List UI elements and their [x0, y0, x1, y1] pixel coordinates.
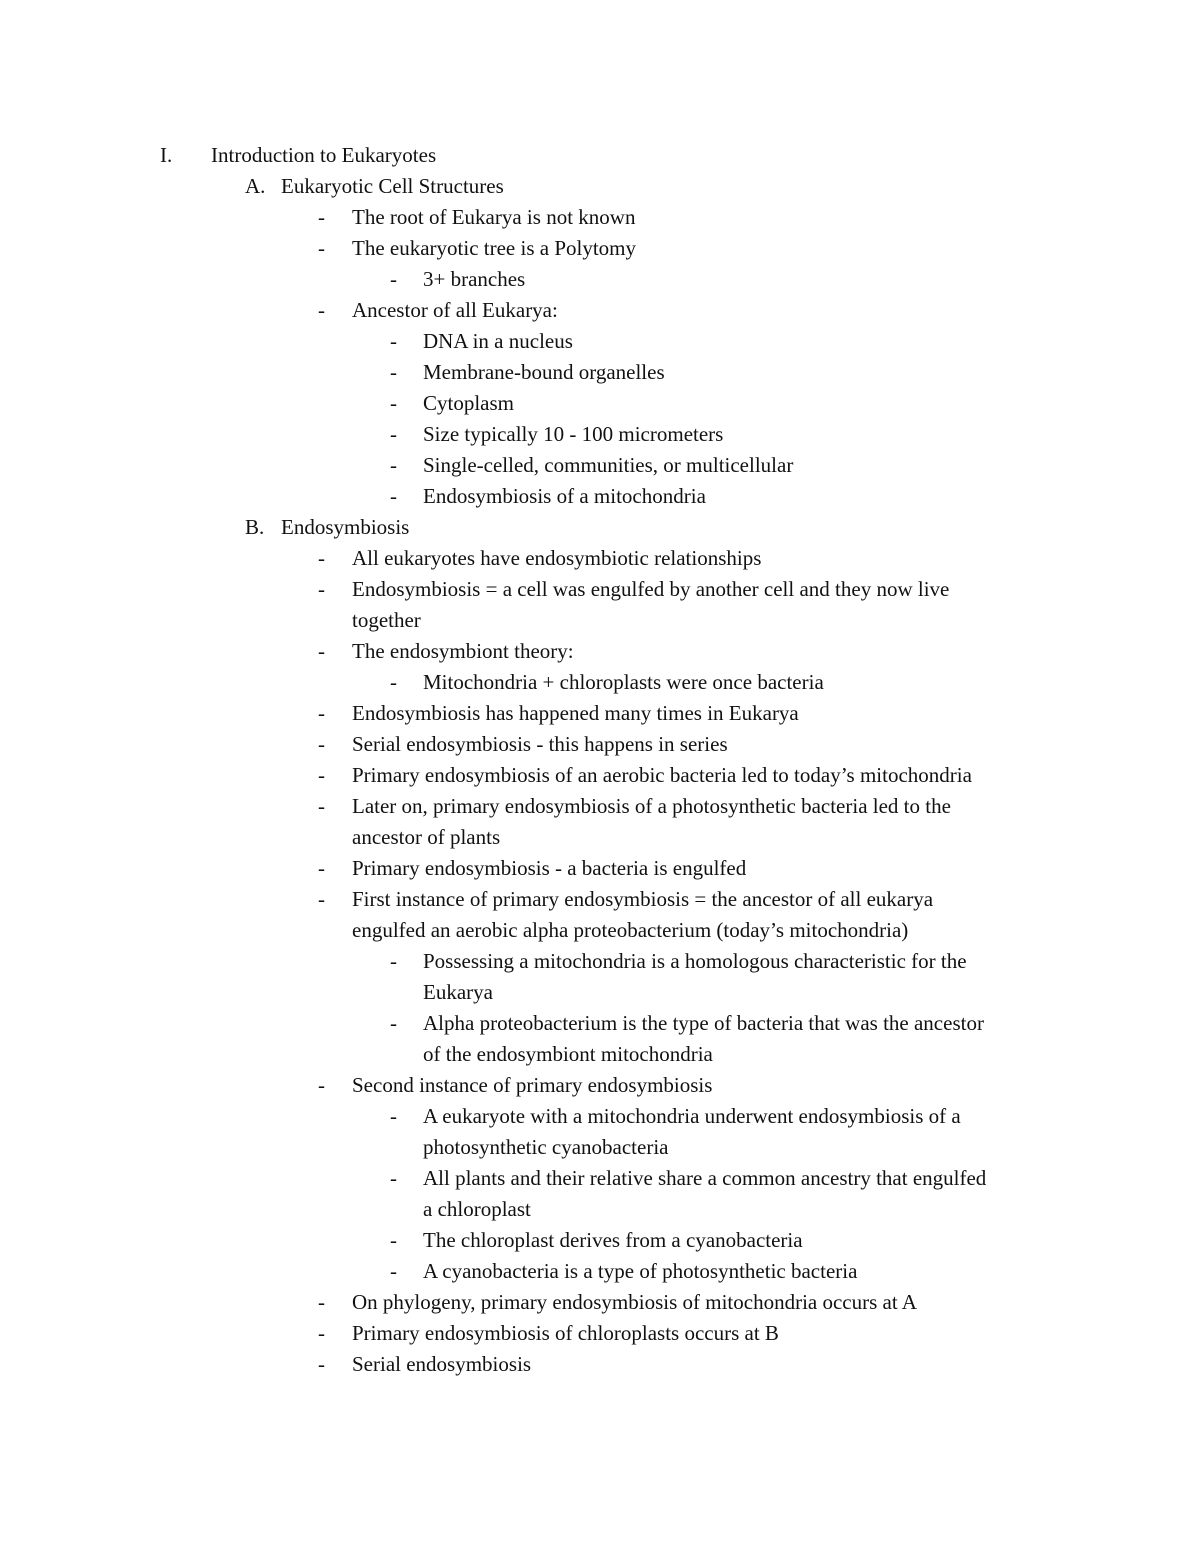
- outline-marker: -: [390, 453, 397, 477]
- outline-line: [0, 667, 1200, 698]
- outline-line: [0, 450, 1200, 481]
- outline-marker: -: [318, 856, 325, 880]
- outline-line: [0, 295, 1200, 326]
- outline-text: On phylogeny, primary endosymbiosis of mitochondria occurs at A: [352, 1290, 917, 1314]
- outline-marker: -: [390, 329, 397, 353]
- outline-text: Serial endosymbiosis - this happens in series: [352, 732, 728, 756]
- outline-marker: -: [318, 701, 325, 725]
- outline-line: [0, 1070, 1200, 1101]
- outline-text: Alpha proteobacterium is the type of bacteria that was the ancestor: [423, 1011, 984, 1035]
- outline-text: Primary endosymbiosis of an aerobic bacteria led to today’s mitochondria: [352, 763, 972, 787]
- outline-marker: -: [318, 639, 325, 663]
- outline-text: Eukarya: [423, 980, 493, 1004]
- outline-line: [0, 636, 1200, 667]
- outline-line: [0, 1256, 1200, 1287]
- outline-marker: -: [390, 391, 397, 415]
- outline-text: 3+ branches: [423, 267, 526, 291]
- outline-marker: -: [390, 949, 397, 973]
- outline-marker: -: [318, 794, 325, 818]
- outline-line: [0, 481, 1200, 512]
- outline-marker: -: [390, 1259, 397, 1283]
- outline-line: [0, 1349, 1200, 1380]
- outline-text: DNA in a nucleus: [423, 329, 573, 353]
- outline-line: [0, 1101, 1200, 1132]
- outline-text: Size typically 10 - 100 micrometers: [423, 422, 724, 446]
- outline-text: Endosymbiosis: [281, 515, 410, 539]
- outline-marker: -: [318, 1073, 325, 1097]
- outline-line: [0, 388, 1200, 419]
- outline-line: [0, 1008, 1200, 1039]
- outline-line: [0, 884, 1200, 915]
- outline-text: Single-celled, communities, or multicellular: [423, 453, 794, 477]
- outline-line: [0, 1287, 1200, 1318]
- outline-text: Serial endosymbiosis: [352, 1352, 532, 1376]
- outline-marker: -: [390, 1104, 397, 1128]
- outline-text: Membrane-bound organelles: [423, 360, 665, 384]
- outline-line: [0, 791, 1200, 822]
- document-page: [0, 140, 1200, 1380]
- outline-marker: A.: [245, 174, 266, 198]
- outline-marker: -: [318, 546, 325, 570]
- outline-line: [0, 1163, 1200, 1194]
- outline-marker: -: [390, 1011, 397, 1035]
- outline-line: [0, 760, 1200, 791]
- outline-line: [0, 605, 1200, 636]
- outline-text: The endosymbiont theory:: [352, 639, 574, 663]
- outline-text: Mitochondria + chloroplasts were once bacteria: [423, 670, 824, 694]
- outline-line: [0, 233, 1200, 264]
- outline-line: [0, 1318, 1200, 1349]
- outline-marker: -: [390, 422, 397, 446]
- outline-line: [0, 1039, 1200, 1070]
- outline-text: Second instance of primary endosymbiosis: [352, 1073, 713, 1097]
- outline-text: Endosymbiosis = a cell was engulfed by another cell and they now live: [352, 577, 950, 601]
- outline-line: [0, 512, 1200, 543]
- outline-text: The root of Eukarya is not known: [352, 205, 636, 229]
- outline-text: Possessing a mitochondria is a homologous characteristic for the: [423, 949, 967, 973]
- outline-line: [0, 946, 1200, 977]
- outline-marker: -: [390, 484, 397, 508]
- outline-line: [0, 915, 1200, 946]
- outline-text: together: [352, 608, 421, 632]
- outline-text: Introduction to Eukaryotes: [211, 143, 437, 167]
- outline-line: [0, 977, 1200, 1008]
- outline-text: photosynthetic cyanobacteria: [423, 1135, 669, 1159]
- outline-text: Ancestor of all Eukarya:: [352, 298, 558, 322]
- outline-text: All plants and their relative share a common ancestry that engulfed: [423, 1166, 987, 1190]
- outline-marker: -: [390, 1166, 397, 1190]
- outline-marker: -: [390, 1228, 397, 1252]
- outline-line: [0, 1132, 1200, 1163]
- outline-text: Endosymbiosis has happened many times in Eukarya: [352, 701, 799, 725]
- outline-marker: -: [318, 887, 325, 911]
- outline-text: Cytoplasm: [423, 391, 515, 415]
- outline-line: [0, 140, 1200, 171]
- outline-text: Later on, primary endosymbiosis of a photosynthetic bacteria led to the: [352, 794, 951, 818]
- outline-marker: -: [318, 1352, 325, 1376]
- outline-line: [0, 202, 1200, 233]
- outline-marker: -: [318, 763, 325, 787]
- outline-line: [0, 729, 1200, 760]
- outline-marker: -: [318, 298, 325, 322]
- outline-text: The chloroplast derives from a cyanobacteria: [423, 1228, 803, 1252]
- outline-text: Eukaryotic Cell Structures: [281, 174, 504, 198]
- outline-line: [0, 853, 1200, 884]
- outline-line: [0, 574, 1200, 605]
- outline-text: A cyanobacteria is a type of photosynthetic bacteria: [423, 1259, 858, 1283]
- outline-marker: -: [318, 732, 325, 756]
- outline-marker: -: [318, 1321, 325, 1345]
- outline-marker: -: [318, 236, 325, 260]
- outline-text: of the endosymbiont mitochondria: [423, 1042, 713, 1066]
- outline-marker: B.: [245, 515, 265, 539]
- outline-text: A eukaryote with a mitochondria underwent endosymbiosis of a: [423, 1104, 961, 1128]
- outline-line: [0, 822, 1200, 853]
- outline-text: ancestor of plants: [352, 825, 501, 849]
- outline-text: Primary endosymbiosis of chloroplasts occurs at B: [352, 1321, 779, 1345]
- outline-line: [0, 171, 1200, 202]
- outline-line: [0, 419, 1200, 450]
- outline-text: First instance of primary endosymbiosis = the ancestor of all eukarya: [352, 887, 934, 911]
- outline-marker: -: [390, 267, 397, 291]
- outline-text: The eukaryotic tree is a Polytomy: [352, 236, 637, 260]
- outline-line: [0, 264, 1200, 295]
- outline-text: All eukaryotes have endosymbiotic relationships: [352, 546, 762, 570]
- outline-marker: -: [390, 670, 397, 694]
- outline-marker: -: [318, 577, 325, 601]
- outline-line: [0, 326, 1200, 357]
- outline-marker: -: [318, 205, 325, 229]
- outline-text: Primary endosymbiosis - a bacteria is engulfed: [352, 856, 747, 880]
- outline-text: Endosymbiosis of a mitochondria: [423, 484, 706, 508]
- outline-text: engulfed an aerobic alpha proteobacterium (today’s mitochondria): [352, 918, 909, 942]
- outline-line: [0, 543, 1200, 574]
- outline-line: [0, 357, 1200, 388]
- outline-marker: -: [318, 1290, 325, 1314]
- outline-marker: I.: [160, 143, 173, 167]
- outline-line: [0, 1194, 1200, 1225]
- outline-marker: -: [390, 360, 397, 384]
- outline-line: [0, 698, 1200, 729]
- outline-line: [0, 1225, 1200, 1256]
- outline-text: a chloroplast: [423, 1197, 531, 1221]
